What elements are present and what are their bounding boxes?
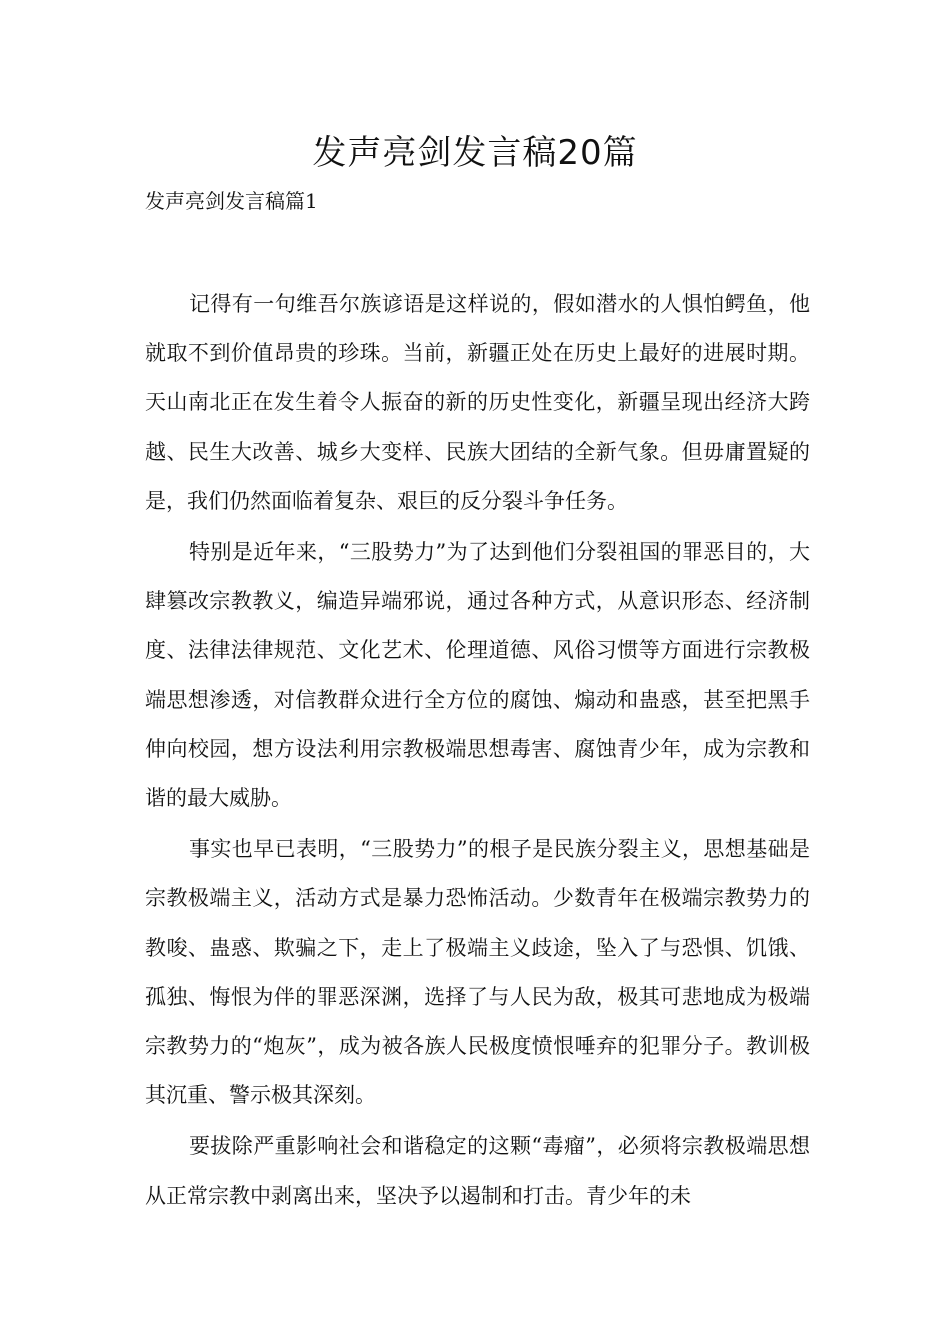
document-title: 发声亮剑发言稿20篇 bbox=[312, 133, 638, 173]
document-body bbox=[145, 280, 810, 1223]
paragraph-2: 特别是近年来，“三股势力”为了达到他们分裂祖国的罪恶目的，大肆篡改宗教教义，编造异端邪说，通过各种方式，从意识形态、经济制度、法律法律规范、文化艺术、伦理道德、风俗习惯等方面进行宗教极端思想渗透，对信教群众进行全方位的腐蚀、煽动和蛊惑，甚至把黑手伸向校园，想方设法利用宗教极端思想毒害、腐蚀青少年，成为宗教和谐的最大威胁。 bbox=[145, 540, 810, 811]
document-subtitle: 发声亮剑发言稿篇1 bbox=[145, 189, 318, 213]
paragraph-1: 记得有一句维吾尔族谚语是这样说的，假如潜水的人惧怕鳄鱼，他就取不到价值昂贵的珍珠。当前，新疆正处在历史上最好的进展时期。天山南北正在发生着令人振奋的新的历史性变化，新疆呈现出经济大跨越、民生大改善、城乡大变样、民族大团结的全新气象。但毋庸置疑的是，我们仍然面临着复杂、艰巨的反分裂斗争任务。 bbox=[145, 292, 810, 513]
paragraph-3: 事实也早已表明，“三股势力”的根子是民族分裂主义，思想基础是宗教极端主义，活动方式是暴力恐怖活动。少数青年在极端宗教势力的教唆、蛊惑、欺骗之下，走上了极端主义歧途，坠入了与恐惧、饥饿、孤独、悔恨为伴的罪恶深渊，选择了与人民为敌，极其可悲地成为极端宗教势力的“炮灰”，成为被各族人民极度愤恨唾弃的犯罪分子。教训极其沉重、警示极其深刻。 bbox=[145, 837, 810, 1108]
paragraph-4: 要拔除严重影响社会和谐稳定的这颗“毒瘤”，必须将宗教极端思想从正常宗教中剥离出来，坚决予以遏制和打击。青少年的未 bbox=[145, 1134, 810, 1208]
